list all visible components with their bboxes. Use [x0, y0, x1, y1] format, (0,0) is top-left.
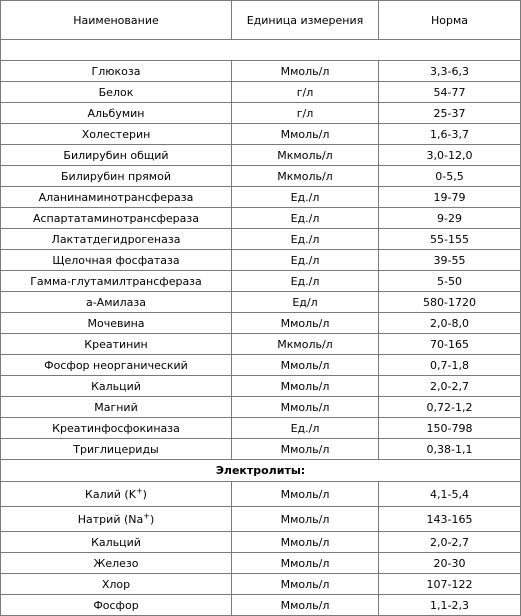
cell-norm: 70-165 — [379, 334, 521, 355]
cell-name: Белок — [1, 82, 232, 103]
cell-name: Билирубин прямой — [1, 166, 232, 187]
cell-name: Хлор — [1, 574, 232, 595]
cell-norm: 580-1720 — [379, 292, 521, 313]
cell-name: Холестерин — [1, 124, 232, 145]
table-row — [1, 574, 521, 595]
cell-name: Аланинаминотрансфераза — [1, 187, 232, 208]
table-row — [1, 397, 521, 418]
cell-name: Глюкоза — [1, 61, 232, 82]
cell-norm: 1,6-3,7 — [379, 124, 521, 145]
cell-unit: Ммоль/л — [232, 482, 379, 507]
table-row — [1, 595, 521, 616]
cell-name: Альбумин — [1, 103, 232, 124]
cell-norm: 19-79 — [379, 187, 521, 208]
cell-name: Гамма-глутамилтрансфераза — [1, 271, 232, 292]
table-row — [1, 553, 521, 574]
cell-norm: 2,0-2,7 — [379, 376, 521, 397]
cell-unit: Ммоль/л — [232, 439, 379, 460]
cell-norm: 4,1-5,4 — [379, 482, 521, 507]
cell-unit: Ммоль/л — [232, 397, 379, 418]
section-row — [1, 460, 521, 482]
cell-unit: Ммоль/л — [232, 313, 379, 334]
cell-unit: Ед./л — [232, 229, 379, 250]
table-row — [1, 61, 521, 82]
cell-name: Кальций — [1, 532, 232, 553]
cell-norm: 54-77 — [379, 82, 521, 103]
table-row — [1, 103, 521, 124]
electrolyte-name: Калий (K — [85, 487, 136, 501]
table-row — [1, 376, 521, 397]
cell-name: Железо — [1, 553, 232, 574]
cell-unit: Ед./л — [232, 250, 379, 271]
table-row — [1, 439, 521, 460]
cell-unit: Ммоль/л — [232, 61, 379, 82]
cell-norm: 107-122 — [379, 574, 521, 595]
cell-name — [1, 482, 232, 507]
cell-norm: 3,0-12,0 — [379, 145, 521, 166]
table-row — [1, 355, 521, 376]
cell-unit: Ммоль/л — [232, 376, 379, 397]
cell-name: Мочевина — [1, 313, 232, 334]
cell-unit: Ммоль/л — [232, 124, 379, 145]
header-row — [1, 1, 521, 40]
table-row — [1, 292, 521, 313]
cell-norm: 2,0-8,0 — [379, 313, 521, 334]
cell-unit: Ед./л — [232, 271, 379, 292]
cell-unit: Ед/л — [232, 292, 379, 313]
closing-paren: ) — [149, 512, 155, 526]
cell-name: Магний — [1, 397, 232, 418]
cell-unit: Мкмоль/л — [232, 145, 379, 166]
ion-charge: + — [135, 485, 143, 495]
cell-unit: Ед./л — [232, 208, 379, 229]
cell-norm: 20-30 — [379, 553, 521, 574]
table-row — [1, 418, 521, 439]
table-row — [1, 187, 521, 208]
cell-name — [1, 507, 232, 532]
table-row — [1, 313, 521, 334]
cell-name: Фосфор — [1, 595, 232, 616]
cell-norm: 0,72-1,2 — [379, 397, 521, 418]
cell-name: Триглицериды — [1, 439, 232, 460]
cell-unit: г/л — [232, 82, 379, 103]
cell-unit: г/л — [232, 103, 379, 124]
cell-norm: 9-29 — [379, 208, 521, 229]
cell-unit: Мкмоль/л — [232, 334, 379, 355]
cell-norm: 55-155 — [379, 229, 521, 250]
cell-norm: 5-50 — [379, 271, 521, 292]
cell-unit: Ммоль/л — [232, 507, 379, 532]
cell-norm: 39-55 — [379, 250, 521, 271]
header-name: Наименование — [1, 1, 232, 40]
cell-norm: 2,0-2,7 — [379, 532, 521, 553]
cell-unit: Ммоль/л — [232, 595, 379, 616]
header-unit: Единица измерения — [232, 1, 379, 40]
cell-name: а-Амилаза — [1, 292, 232, 313]
cell-unit: Ммоль/л — [232, 532, 379, 553]
table-row — [1, 250, 521, 271]
cell-norm: 150-798 — [379, 418, 521, 439]
cell-unit: Ед./л — [232, 418, 379, 439]
cell-name: Аспартатаминотрансфераза — [1, 208, 232, 229]
cell-unit: Ммоль/л — [232, 355, 379, 376]
cell-norm: 25-37 — [379, 103, 521, 124]
table-row — [1, 166, 521, 187]
table-row — [1, 124, 521, 145]
cell-name: Креатинин — [1, 334, 232, 355]
cell-norm: 0-5,5 — [379, 166, 521, 187]
cell-norm: 3,3-6,3 — [379, 61, 521, 82]
electrolyte-name: Натрий (Na — [77, 512, 144, 526]
table-row — [1, 229, 521, 250]
cell-name: Кальций — [1, 376, 232, 397]
ion-charge: + — [143, 510, 150, 520]
cell-norm: 1,1-2,3 — [379, 595, 521, 616]
cell-name: Лактатдегидрогеназа — [1, 229, 232, 250]
cell-name: Щелочная фосфатаза — [1, 250, 232, 271]
cell-norm: 0,38-1,1 — [379, 439, 521, 460]
table-row — [1, 208, 521, 229]
table-row — [1, 507, 521, 532]
cell-norm: 0,7-1,8 — [379, 355, 521, 376]
cell-norm: 143-165 — [379, 507, 521, 532]
table-row — [1, 145, 521, 166]
table-row — [1, 532, 521, 553]
blank-row — [1, 40, 521, 61]
cell-unit: Ед./л — [232, 187, 379, 208]
blank-cell — [1, 40, 521, 61]
cell-name: Креатинфосфокиназа — [1, 418, 232, 439]
cell-unit: Ммоль/л — [232, 574, 379, 595]
table-row — [1, 334, 521, 355]
cell-unit: Ммоль/л — [232, 553, 379, 574]
cell-name: Фосфор неорганический — [1, 355, 232, 376]
header-norm: Норма — [379, 1, 521, 40]
cell-unit: Мкмоль/л — [232, 166, 379, 187]
cell-name: Билирубин общий — [1, 145, 232, 166]
closing-paren: ) — [142, 487, 147, 501]
table-row — [1, 271, 521, 292]
section-title: Электролиты: — [1, 460, 521, 482]
table-row — [1, 82, 521, 103]
table-row — [1, 482, 521, 507]
